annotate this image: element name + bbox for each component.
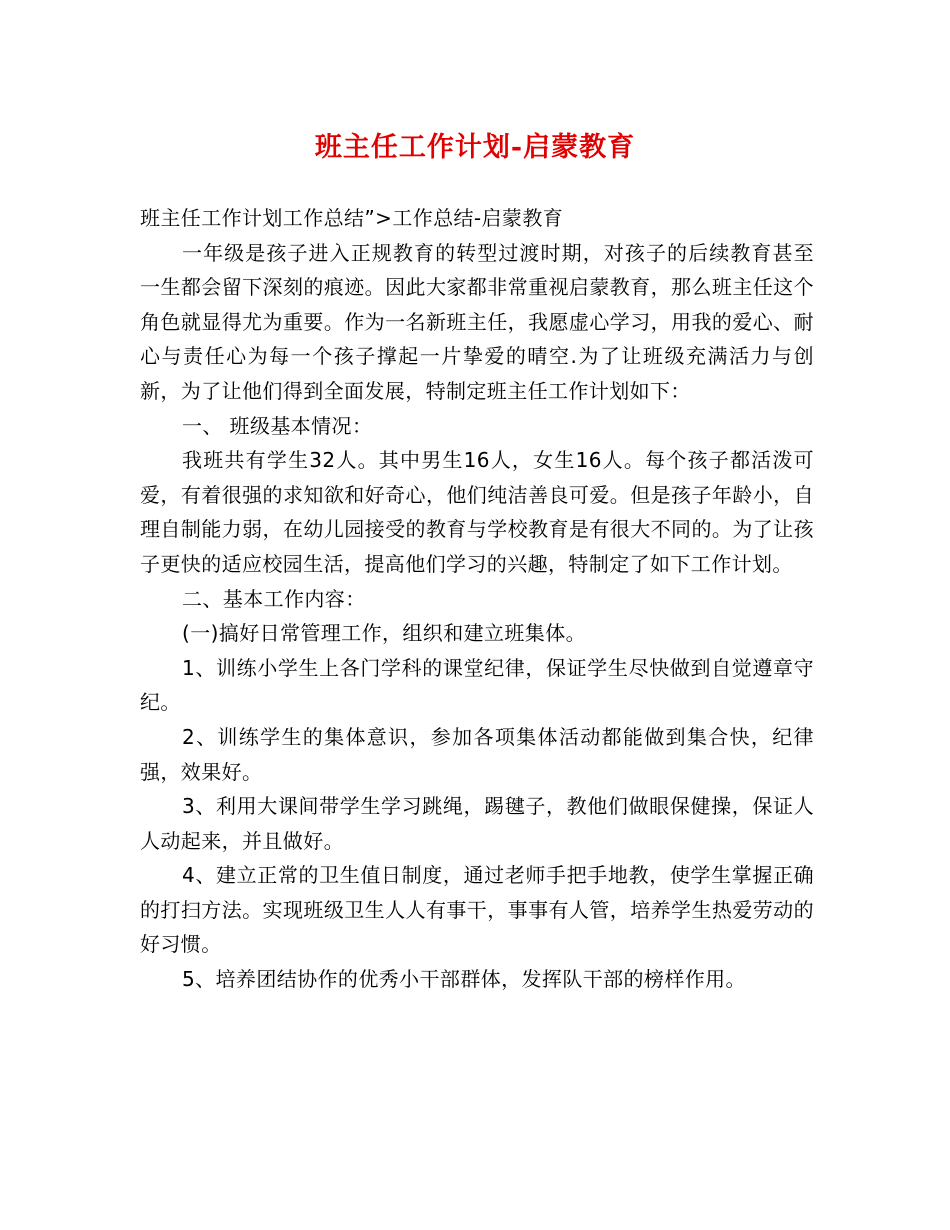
heading-class-situation: 一、 班级基本情况： [182, 413, 373, 438]
list-item-3: 3、利用大课间带学生学习跳绳，踢毽子，教他们做眼保健操，保证人人动起来，并且做好。 [140, 794, 814, 853]
list-item-2: 2、训练学生的集体意识，参加各项集体活动都能做到集合快，纪律强，效果好。 [140, 724, 814, 784]
paragraph-source-line: 班主任工作计划工作总结”>工作总结-启蒙教育 [140, 206, 564, 230]
list-item-4: 4、建立正常的卫生值日制度，通过老师手把手地教，使学生掌握正确的打扫方法。实现班级卫生人人有事干，事事有人管，培养学生热爱劳动的好习惯。 [140, 863, 814, 957]
heading-work-content: 二、基本工作内容： [182, 586, 366, 611]
document-title: 班主任工作计划-启蒙教育 [314, 132, 636, 163]
paragraph-intro: 一年级是孩子进入正规教育的转型过渡时期，对孩子的后续教育甚至一生都会留下深刻的痕迹。因此大家都非常重视启蒙教育，那么班主任这个角色就显得尤为重要。作为一名新班主任，我愿虚心学习，用我的爱心、耐心与责任心为每一个孩子撑起一片挚爱的晴空.为了让班级充满活力与创新，为了让他们得到全面发展，特制定班主任工作计划如下： [140, 240, 814, 403]
paragraph-class-situation: 我班共有学生32人。其中男生16人，女生16人。每个孩子都活泼可爱，有着很强的求知欲和好奇心，他们纯洁善良可爱。但是孩子年龄小，自理自制能力弱，在幼儿园接受的教育与学校教育是有很大不同的。为了让孩子更快的适应校园生活，提高他们学习的兴趣，特制定了如下工作计划。 [140, 448, 814, 576]
subheading-daily-management: (一)搞好日常管理工作，组织和建立班集体。 [182, 621, 587, 646]
document-body [140, 201, 814, 997]
list-item-1: 1、训练小学生上各门学科的课堂纪律，保证学生尽快做到自觉遵章守纪。 [140, 655, 814, 715]
list-item-5: 5、培养团结协作的优秀小干部群体，发挥队干部的榜样作用。 [182, 967, 746, 992]
